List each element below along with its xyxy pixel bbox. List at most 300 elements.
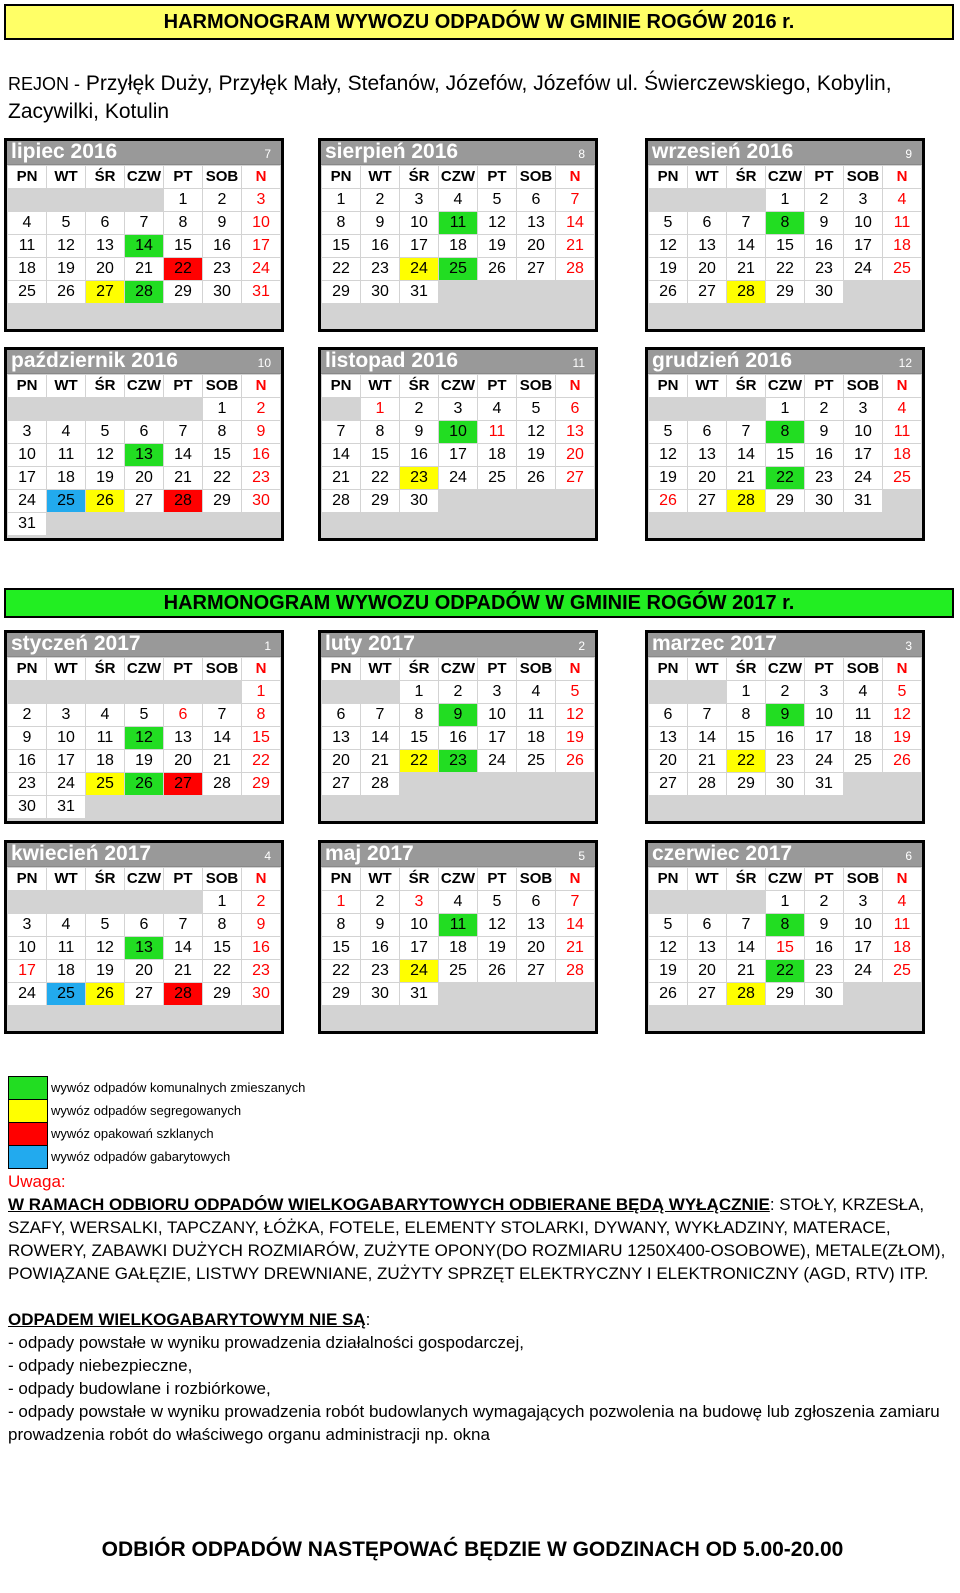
empty-cell	[400, 773, 438, 795]
day-cell: 15	[203, 937, 241, 959]
empty-cell	[688, 398, 726, 420]
collection-day: 9	[439, 704, 477, 726]
month-header	[648, 141, 922, 165]
empty-cell	[844, 773, 882, 795]
day-cell: 26	[478, 960, 516, 982]
empty-cell	[164, 796, 202, 818]
weekday-header: ŚR	[727, 658, 765, 680]
weekday-header: N	[883, 868, 921, 890]
weekday-header: CZW	[125, 868, 163, 890]
day-cell: 9	[242, 421, 280, 443]
month-calendar	[4, 138, 284, 332]
not-bulky-heading: ODPADEM WIELKOGABARYTOWYM NIE SĄ	[8, 1310, 366, 1329]
empty-cell	[8, 681, 46, 703]
day-cell: 15	[766, 444, 804, 466]
day-cell: 24	[47, 773, 85, 795]
day-cell: 23	[766, 750, 804, 772]
month-calendar	[645, 840, 925, 1034]
collection-day: 28	[727, 490, 765, 512]
day-cell: 28	[556, 258, 594, 280]
empty-cell	[883, 1006, 921, 1028]
collection-day: 11	[439, 914, 477, 936]
day-cell: 23	[8, 773, 46, 795]
day-cell: 17	[478, 727, 516, 749]
empty-cell	[556, 281, 594, 303]
day-cell: 30	[361, 281, 399, 303]
empty-cell	[47, 1006, 85, 1028]
day-cell: 14	[164, 937, 202, 959]
day-cell: 20	[688, 467, 726, 489]
empty-cell	[203, 681, 241, 703]
empty-cell	[688, 796, 726, 818]
legend-swatch	[8, 1099, 48, 1123]
day-cell: 29	[203, 983, 241, 1005]
day-cell: 10	[8, 444, 46, 466]
empty-cell	[86, 513, 124, 535]
day-cell: 5	[556, 681, 594, 703]
day-cell: 9	[805, 212, 843, 234]
collection-day: 9	[766, 704, 804, 726]
day-cell: 24	[844, 467, 882, 489]
empty-cell	[805, 1006, 843, 1028]
day-cell: 8	[322, 212, 360, 234]
legend-row	[8, 1122, 305, 1145]
title-2016: HARMONOGRAM WYWOZU ODPADÓW W GMINIE ROGÓW 2016 r.	[4, 4, 954, 40]
empty-cell	[164, 513, 202, 535]
empty-cell	[439, 773, 477, 795]
empty-cell	[164, 398, 202, 420]
day-cell: 14	[688, 727, 726, 749]
day-cell: 24	[8, 983, 46, 1005]
day-cell: 18	[439, 235, 477, 257]
empty-cell	[8, 891, 46, 913]
day-cell: 24	[242, 258, 280, 280]
month-number: 9	[905, 147, 912, 161]
weekday-header: PN	[8, 375, 46, 397]
weekday-header: N	[556, 868, 594, 890]
day-cell: 8	[164, 212, 202, 234]
day-cell: 7	[164, 914, 202, 936]
region-label: REJON -	[8, 74, 80, 94]
month-header	[648, 843, 922, 867]
empty-cell	[883, 773, 921, 795]
not-bulky-paragraph	[8, 1308, 953, 1331]
day-cell: 7	[361, 704, 399, 726]
weekday-header: ŚR	[86, 868, 124, 890]
day-cell: 13	[649, 727, 687, 749]
weekday-header: CZW	[766, 166, 804, 188]
day-cell: 3	[844, 189, 882, 211]
month-header	[321, 141, 595, 165]
empty-cell	[400, 1006, 438, 1028]
empty-cell	[203, 304, 241, 326]
not-bulky-item: - odpady niebezpieczne,	[8, 1356, 193, 1375]
day-cell: 18	[47, 960, 85, 982]
day-cell: 23	[242, 960, 280, 982]
weekday-header: N	[242, 658, 280, 680]
collection-day: 22	[766, 960, 804, 982]
weekday-header: SOB	[203, 375, 241, 397]
day-cell: 7	[322, 421, 360, 443]
day-cell: 12	[86, 937, 124, 959]
empty-cell	[478, 513, 516, 535]
day-cell: 16	[203, 235, 241, 257]
month-calendar	[318, 630, 598, 824]
day-cell: 11	[844, 704, 882, 726]
collection-day: 25	[86, 773, 124, 795]
day-cell: 5	[125, 704, 163, 726]
day-cell: 17	[47, 750, 85, 772]
weekday-header: WT	[361, 375, 399, 397]
empty-cell	[478, 773, 516, 795]
weekday-header: SOB	[844, 375, 882, 397]
notes	[8, 1170, 953, 1446]
empty-cell	[805, 304, 843, 326]
day-cell: 30	[805, 490, 843, 512]
day-cell: 15	[164, 235, 202, 257]
weekday-header: CZW	[766, 658, 804, 680]
weekday-header: WT	[688, 658, 726, 680]
weekday-header: PT	[805, 658, 843, 680]
collection-day: 23	[439, 750, 477, 772]
day-cell: 16	[242, 937, 280, 959]
day-cell: 26	[649, 983, 687, 1005]
weekday-header: PT	[805, 166, 843, 188]
weekday-header: PT	[164, 166, 202, 188]
empty-cell	[47, 398, 85, 420]
empty-cell	[125, 1006, 163, 1028]
empty-cell	[844, 304, 882, 326]
day-cell: 9	[8, 727, 46, 749]
day-cell: 25	[517, 750, 555, 772]
collection-day: 24	[400, 258, 438, 280]
empty-cell	[688, 1006, 726, 1028]
weekday-header: PT	[478, 658, 516, 680]
day-cell: 11	[8, 235, 46, 257]
weekday-header: ŚR	[86, 658, 124, 680]
empty-cell	[883, 281, 921, 303]
month-calendar	[645, 138, 925, 332]
day-cell: 5	[478, 189, 516, 211]
month-header	[321, 633, 595, 657]
day-cell: 4	[439, 891, 477, 913]
empty-cell	[164, 681, 202, 703]
day-cell: 6	[688, 914, 726, 936]
empty-cell	[727, 796, 765, 818]
day-cell: 17	[400, 937, 438, 959]
weekday-header: ŚR	[86, 375, 124, 397]
day-cell: 12	[478, 914, 516, 936]
bulky-paragraph	[8, 1193, 953, 1285]
title-2017: HARMONOGRAM WYWOZU ODPADÓW W GMINIE ROGÓW 2017 r.	[4, 588, 954, 618]
day-cell: 17	[844, 937, 882, 959]
day-cell: 18	[47, 467, 85, 489]
empty-cell	[766, 796, 804, 818]
month-header	[7, 350, 281, 374]
day-cell: 20	[517, 937, 555, 959]
day-cell: 29	[766, 983, 804, 1005]
day-cell: 29	[766, 281, 804, 303]
weekday-header: ŚR	[400, 868, 438, 890]
empty-cell	[125, 189, 163, 211]
month-name: lipiec 2016	[11, 140, 118, 163]
empty-cell	[439, 490, 477, 512]
day-cell: 17	[400, 235, 438, 257]
weekday-header: SOB	[517, 166, 555, 188]
day-cell: 6	[688, 421, 726, 443]
legend-label: wywóz opakowań szklanych	[51, 1126, 214, 1141]
weekday-header: CZW	[439, 868, 477, 890]
empty-cell	[86, 304, 124, 326]
day-cell: 6	[517, 189, 555, 211]
day-cell: 1	[203, 398, 241, 420]
empty-cell	[688, 891, 726, 913]
weekday-header: CZW	[125, 166, 163, 188]
legend-swatch	[8, 1145, 48, 1169]
bulky-text: : STOŁY, KRZESŁA, SZAFY, WERSALKI, TAPCZANY, ŁÓŻKA, FOTELE, ELEMENTY STOLARKI, DYWANY, WYKŁADZINY, MATERACE, ROWERY, ZABAWKI DUŻYCH ROZMIARÓW, ZUŻYTE OPONY(DO ROZMIARU 1250X400-OSOBOWE), METALE(ZŁOM), POWIĄZANE GAŁĘZIE, LISTWY DREWNIANE, ZUŻYTY SPRZĘT ELEKTRYCZNY I ELEKTRONICZNY (AGD, RTV) ITP.	[8, 1195, 946, 1283]
day-cell: 4	[883, 891, 921, 913]
day-cell: 2	[8, 704, 46, 726]
day-cell: 9	[805, 421, 843, 443]
day-cell: 19	[649, 960, 687, 982]
day-cell: 4	[8, 212, 46, 234]
month-grid	[321, 657, 595, 821]
day-cell: 3	[400, 189, 438, 211]
day-cell: 1	[203, 891, 241, 913]
weekday-header: N	[242, 166, 280, 188]
day-cell: 9	[400, 421, 438, 443]
legend-label: wywóz odpadów gabarytowych	[51, 1149, 231, 1164]
day-cell: 16	[400, 444, 438, 466]
empty-cell	[125, 398, 163, 420]
day-cell: 15	[322, 937, 360, 959]
weekday-header: WT	[47, 166, 85, 188]
not-bulky-item: - odpady powstałe w wyniku prowadzenia działalności gospodarczej,	[8, 1333, 524, 1352]
day-cell: 4	[883, 189, 921, 211]
day-cell: 1	[766, 189, 804, 211]
empty-cell	[649, 796, 687, 818]
day-cell: 2	[361, 189, 399, 211]
weekday-header: WT	[688, 375, 726, 397]
day-cell: 25	[439, 960, 477, 982]
day-cell: 4	[47, 421, 85, 443]
weekday-header: CZW	[439, 658, 477, 680]
weekday-header: N	[556, 166, 594, 188]
empty-cell	[361, 681, 399, 703]
not-bulky-item: - odpady budowlane i rozbiórkowe,	[8, 1379, 271, 1398]
empty-cell	[517, 281, 555, 303]
day-cell: 23	[242, 467, 280, 489]
day-cell: 23	[805, 467, 843, 489]
day-cell: 1	[242, 681, 280, 703]
month-header	[321, 350, 595, 374]
day-cell: 2	[805, 891, 843, 913]
day-cell: 16	[805, 444, 843, 466]
day-cell: 4	[478, 398, 516, 420]
day-cell: 30	[8, 796, 46, 818]
day-cell: 29	[164, 281, 202, 303]
day-cell: 17	[8, 960, 46, 982]
weekday-header: CZW	[125, 658, 163, 680]
weekday-header: PN	[322, 658, 360, 680]
day-cell: 7	[688, 704, 726, 726]
empty-cell	[556, 513, 594, 535]
month-calendar	[4, 630, 284, 824]
empty-cell	[766, 513, 804, 535]
collection-day: 27	[164, 773, 202, 795]
weekday-header: WT	[688, 868, 726, 890]
day-cell: 22	[322, 258, 360, 280]
month-name: grudzień 2016	[652, 349, 793, 372]
month-name: listopad 2016	[325, 349, 459, 372]
empty-cell	[86, 891, 124, 913]
day-cell: 11	[883, 421, 921, 443]
day-cell: 28	[203, 773, 241, 795]
day-cell: 19	[478, 937, 516, 959]
empty-cell	[439, 513, 477, 535]
legend-label: wywóz odpadów komunalnych zmieszanych	[51, 1080, 306, 1095]
collection-day: 8	[766, 421, 804, 443]
day-cell: 14	[556, 212, 594, 234]
day-cell: 5	[649, 421, 687, 443]
day-cell: 3	[47, 704, 85, 726]
empty-cell	[688, 513, 726, 535]
collection-day: 28	[727, 983, 765, 1005]
month-name: sierpień 2016	[325, 140, 459, 163]
day-cell: 4	[883, 398, 921, 420]
day-cell: 19	[556, 727, 594, 749]
day-cell: 9	[242, 914, 280, 936]
month-name: wrzesień 2016	[652, 140, 794, 163]
day-cell: 3	[805, 681, 843, 703]
day-cell: 30	[361, 983, 399, 1005]
footer-hours: ODBIÓR ODPADÓW NASTĘPOWAĆ BĘDZIE W GODZINACH OD 5.00-20.00	[101, 1538, 844, 1561]
day-cell: 16	[8, 750, 46, 772]
empty-cell	[727, 304, 765, 326]
day-cell: 24	[478, 750, 516, 772]
empty-cell	[322, 1006, 360, 1028]
empty-cell	[805, 513, 843, 535]
day-cell: 16	[242, 444, 280, 466]
day-cell: 8	[361, 421, 399, 443]
empty-cell	[439, 796, 477, 818]
weekday-header: N	[556, 658, 594, 680]
empty-cell	[649, 1006, 687, 1028]
day-cell: 16	[766, 727, 804, 749]
empty-cell	[361, 513, 399, 535]
day-cell: 19	[86, 960, 124, 982]
day-cell: 11	[47, 444, 85, 466]
day-cell: 6	[688, 212, 726, 234]
weekday-header: SOB	[203, 658, 241, 680]
day-cell: 13	[688, 235, 726, 257]
day-cell: 15	[203, 444, 241, 466]
empty-cell	[727, 513, 765, 535]
day-cell: 31	[242, 281, 280, 303]
day-cell: 14	[322, 444, 360, 466]
day-cell: 2	[361, 891, 399, 913]
empty-cell	[517, 1006, 555, 1028]
weekday-header: ŚR	[86, 166, 124, 188]
collection-day: 25	[47, 490, 85, 512]
day-cell: 19	[883, 727, 921, 749]
empty-cell	[727, 1006, 765, 1028]
day-cell: 12	[47, 235, 85, 257]
day-cell: 4	[86, 704, 124, 726]
day-cell: 8	[322, 914, 360, 936]
day-cell: 9	[361, 914, 399, 936]
weekday-header: PN	[8, 658, 46, 680]
day-cell: 8	[203, 914, 241, 936]
month-grid	[648, 165, 922, 329]
month-calendar	[318, 840, 598, 1034]
day-cell: 14	[556, 914, 594, 936]
day-cell: 13	[517, 914, 555, 936]
empty-cell	[883, 513, 921, 535]
collection-day: 13	[125, 937, 163, 959]
empty-cell	[400, 796, 438, 818]
day-cell: 20	[86, 258, 124, 280]
day-cell: 29	[322, 281, 360, 303]
day-cell: 31	[47, 796, 85, 818]
month-number: 3	[905, 639, 912, 653]
day-cell: 26	[47, 281, 85, 303]
day-cell: 23	[805, 960, 843, 982]
day-cell: 17	[805, 727, 843, 749]
day-cell: 10	[400, 212, 438, 234]
empty-cell	[688, 681, 726, 703]
uwaga-label: Uwaga:	[8, 1172, 66, 1191]
weekday-header: CZW	[439, 166, 477, 188]
day-cell: 29	[322, 983, 360, 1005]
day-cell: 5	[649, 212, 687, 234]
weekday-header: ŚR	[400, 166, 438, 188]
weekday-header: ŚR	[727, 166, 765, 188]
day-cell: 21	[727, 467, 765, 489]
empty-cell	[361, 1006, 399, 1028]
day-cell: 1	[322, 891, 360, 913]
month-header	[7, 633, 281, 657]
collection-day: 22	[164, 258, 202, 280]
empty-cell	[844, 983, 882, 1005]
day-cell: 5	[86, 914, 124, 936]
day-cell: 7	[556, 189, 594, 211]
collection-day: 24	[400, 960, 438, 982]
month-number: 6	[905, 849, 912, 863]
day-cell: 1	[322, 189, 360, 211]
weekday-header: WT	[47, 375, 85, 397]
day-cell: 25	[844, 750, 882, 772]
day-cell: 7	[727, 212, 765, 234]
day-cell: 1	[766, 891, 804, 913]
day-cell: 13	[322, 727, 360, 749]
day-cell: 27	[688, 490, 726, 512]
day-cell: 22	[203, 960, 241, 982]
empty-cell	[242, 304, 280, 326]
day-cell: 14	[203, 727, 241, 749]
day-cell: 25	[883, 467, 921, 489]
empty-cell	[478, 304, 516, 326]
empty-cell	[203, 513, 241, 535]
day-cell: 1	[766, 398, 804, 420]
month-grid	[321, 165, 595, 329]
day-cell: 12	[649, 444, 687, 466]
day-cell: 20	[125, 467, 163, 489]
empty-cell	[844, 513, 882, 535]
month-name: kwiecień 2017	[11, 842, 152, 865]
collection-day: 13	[125, 444, 163, 466]
day-cell: 20	[649, 750, 687, 772]
